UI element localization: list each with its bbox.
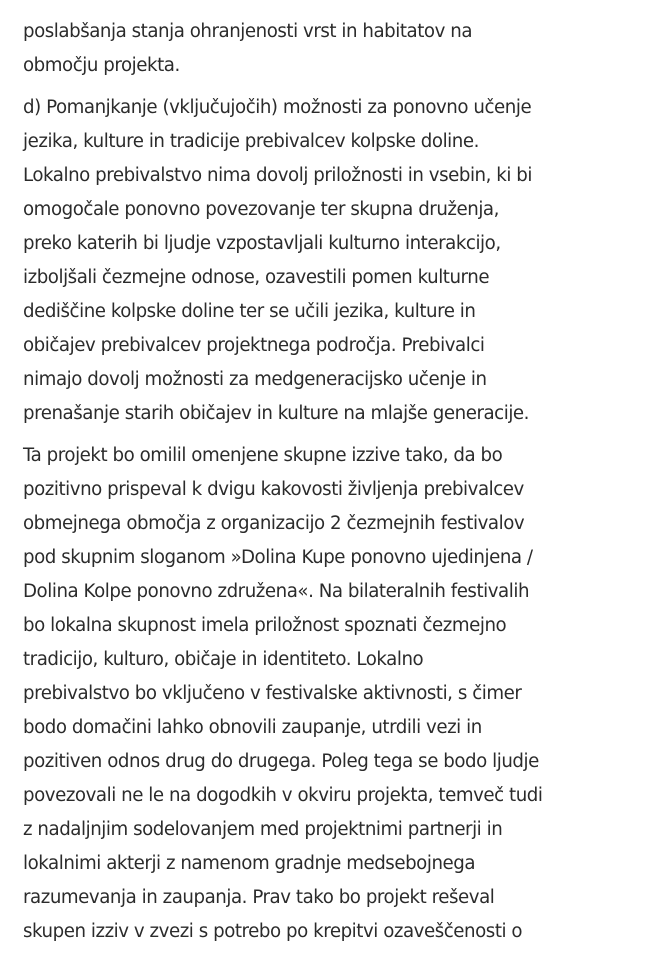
text-line: Ta projekt bo omilil omenjene skupne izzive tako, da bo (23, 445, 503, 466)
paragraph-habitat-continuation (23, 15, 648, 83)
text-line: pozitivno prispeval k dvigu kakovosti življenja prebivalcev (23, 479, 524, 500)
paragraph-point-d (23, 91, 648, 431)
text-line: z nadaljnjim sodelovanjem med projektnimi partnerji in (23, 819, 503, 840)
text-line: jezika, kulture in tradicije prebivalcev kolpske doline. (23, 131, 479, 152)
text-line: prenašanje starih običajev in kulture na mlajše generacije. (23, 403, 529, 424)
text-line: bodo domačini lahko obnovili zaupanje, utrdili vezi in (23, 717, 482, 738)
text-line: Lokalno prebivalstvo nima dovolj priložnosti in vsebin, ki bi (23, 165, 533, 186)
text-line: d) Pomanjkanje (vključujočih) možnosti za ponovno učenje (23, 97, 532, 118)
text-line: tradicijo, kulturo, običaje in identiteto. Lokalno (23, 649, 424, 670)
text-line: lokalnimi akterji z namenom gradnje medsebojnega (23, 853, 476, 874)
text-line: poslabšanja stanja ohranjenosti vrst in habitatov na (23, 21, 473, 42)
text-line: običajev prebivalcev projektnega področja. Prebivalci (23, 335, 485, 356)
text-line: pod skupnim sloganom »Dolina Kupe ponovno ujedinjena / (23, 547, 533, 568)
text-line: bo lokalna skupnost imela priložnost spoznati čezmejno (23, 615, 507, 636)
text-line: prebivalstvo bo vključeno v festivalske aktivnosti, s čimer (23, 683, 522, 704)
text-line: nimajo dovolj možnosti za medgeneracijsko učenje in (23, 369, 487, 390)
text-line: Dolina Kolpe ponovno združena«. Na bilateralnih festivalih (23, 581, 530, 602)
text-line: pozitiven odnos drug do drugega. Poleg tega se bodo ljudje (23, 751, 539, 772)
document-page (23, 15, 648, 957)
text-line: izboljšali čezmejne odnose, ozavestili pomen kulturne (23, 267, 490, 288)
text-line: preko katerih bi ljudje vzpostavljali kulturno interakcijo, (23, 233, 501, 254)
text-line: povezovali ne le na dogodkih v okviru projekta, temveč tudi (23, 785, 543, 806)
paragraph-project-festivals (23, 439, 648, 949)
text-line: omogočale ponovno povezovanje ter skupna druženja, (23, 199, 499, 220)
text-line: območju projekta. (23, 55, 180, 76)
text-line: skupen izziv v zvezi s potrebo po krepitvi ozaveščenosti o (23, 921, 523, 942)
text-line: obmejnega območja z organizacijo 2 čezmejnih festivalov (23, 513, 525, 534)
text-line: razumevanja in zaupanja. Prav tako bo projekt reševal (23, 887, 495, 908)
text-line: dediščine kolpske doline ter se učili jezika, kulture in (23, 301, 476, 322)
